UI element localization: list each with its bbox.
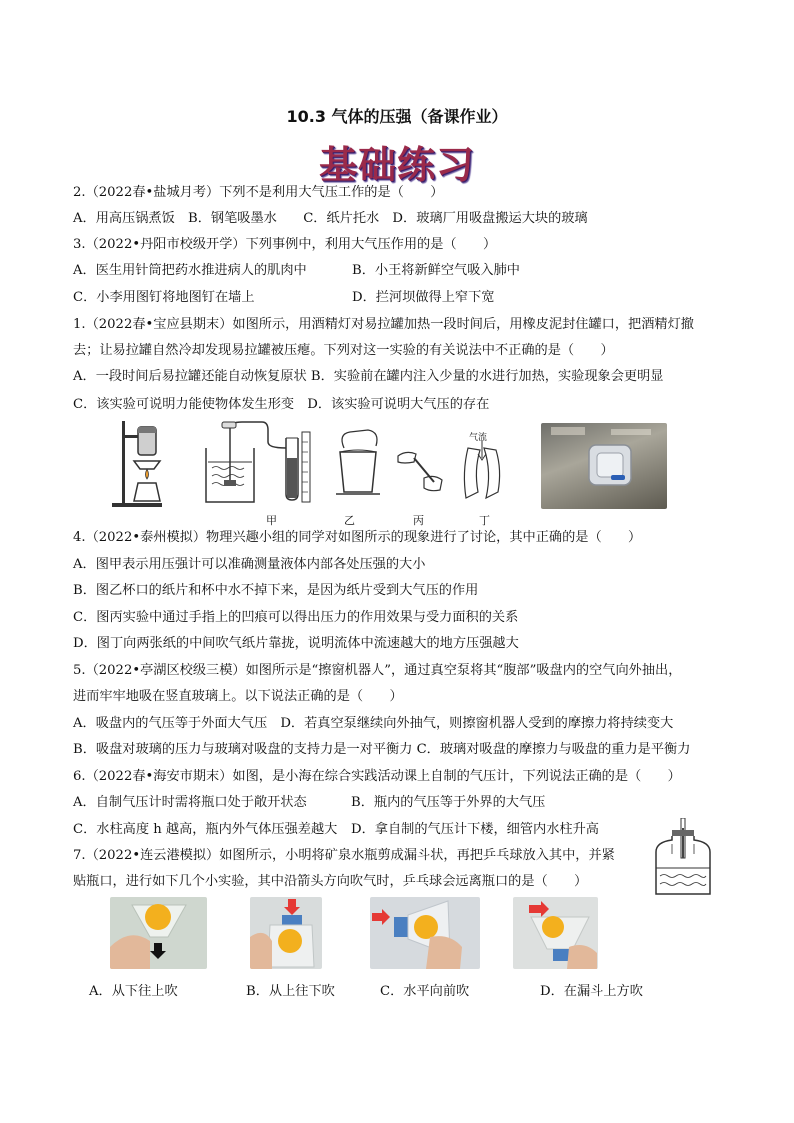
q4-option-c: C．图丙实验中通过手指上的凹痕可以得出压力的作用效果与受力面积的关系 [73,610,519,625]
q1-stem-line1: 1.（2022春•宝应县期末）如图所示，用酒精灯对易拉罐加热一段时间后，用橡皮泥封住罐口，把酒精灯撤 [73,317,694,332]
q2-stem: 2.（2022春•盐城月考）下列不是利用大气压工作的是（ ） [73,185,444,200]
pencil-fingers-figure [394,448,444,494]
figure-label-yi: 乙 [344,514,355,527]
pressure-gauge-figure [202,418,314,506]
cup-paper-figure [328,428,388,500]
page-title: 10.3 气体的压强（备课作业） [286,107,508,126]
q7-image-c [370,897,480,969]
section-banner: 基础练习 [318,143,475,187]
q7-option-a: A．从下往上吹 [89,984,178,999]
q7-photo-c [370,897,480,969]
q7-option-d: D．在漏斗上方吹 [540,984,643,999]
q3-option-a: A．医生用针筒把药水推进病人的肌肉中 [73,263,307,278]
q1-stem-line2: 去；让易拉罐自然冷却发现易拉罐被压瘪。下列对这一实验的有关说法中不正确的是（ ） [73,343,614,358]
q3-option-c: C．小李用图钉将地图钉在墙上 [73,290,255,305]
q7-photo-a [110,897,207,969]
figure-label-jia: 甲 [266,514,277,527]
q7-photo-d [513,897,598,969]
q5-options-bc: B．吸盘对玻璃的压力与玻璃对吸盘的支持力是一对平衡力 C．玻璃对吸盘的摩擦力与吸盘的重力是平衡力 [73,742,691,757]
q6-option-d: D．拿自制的气压计下楼，细管内水柱升高 [351,822,599,837]
q7-photo-b [250,897,322,969]
figure-label-bing: 丙 [413,514,424,527]
q6-stem: 6.（2022春•海安市期末）如图，是小海在综合实践活动课上自制的气压计，下列说法正确的是（ ） [73,769,681,784]
figure-label-ding: 丁 [479,514,490,527]
q5-stem-line2: 进而牢牢地吸在竖直玻璃上。以下说法正确的是（ ） [73,689,403,704]
q6-option-c: C．水柱高度 h 越高，瓶内外气体压强差越大 [73,822,338,837]
q7-image-a [110,897,207,969]
figure-label-airflow: 气流 [469,433,488,443]
q4-stem: 4.（2022•泰州模拟）物理兴趣小组的同学对如图所示的现象进行了讨论，其中正确的是（ ） [73,530,642,545]
q2-options: A．用高压锅煮饭 B．钢笔吸墨水 C．纸片托水 D．玻璃厂用吸盘搬运大块的玻璃 [73,211,588,226]
window-robot-image [541,423,667,509]
homemade-barometer-figure [652,818,714,898]
q6-option-b: B．瓶内的气压等于外界的大气压 [351,795,546,810]
q4-option-a: A．图甲表示用压强计可以准确测量液体内部各处压强的大小 [73,557,426,572]
q4-option-d: D．图丁向两张纸的中间吹气纸片靠拢，说明流体中流速越大的地方压强越大 [73,636,519,651]
q7-option-c: C．水平向前吹 [380,984,470,999]
q6-option-a: A．自制气压计时需将瓶口处于敞开状态 [73,795,307,810]
q7-option-b: B．从上往下吹 [246,984,335,999]
q3-option-b: B．小王将新鲜空气吸入肺中 [352,263,520,278]
q4-option-b: B．图乙杯口的纸片和杯中水不掉下来，是因为纸片受到大气压的作用 [73,583,479,598]
q7-stem-line2: 贴瓶口，进行如下几个小实验，其中沿箭头方向吹气时，乒乓球会远离瓶口的是（ ） [73,874,588,889]
q3-stem: 3.（2022•丹阳市校级开学）下列事例中，利用大气压作用的是（ ） [73,237,497,252]
window-robot-photo [541,423,667,509]
q5-stem-line1: 5.（2022•亭湖区校级三模）如图所示是“擦窗机器人”，通过真空泵将其“腹部”吸盘内的空气向外抽出， [73,663,682,678]
q1-options-cd: C．该实验可说明力能使物体发生形变 D．该实验可说明大气压的存在 [73,397,490,412]
q5-options-ad: A．吸盘内的气压等于外面大气压 D．若真空泵继续向外抽气，则擦窗机器人受到的摩擦力将持续变大 [73,716,674,731]
q7-stem-line1: 7.（2022•连云港模拟）如图所示，小明将矿泉水瓶剪成漏斗状，再把乒乓球放入其中，并紧 [73,848,615,863]
q3-option-d: D．拦河坝做得上窄下宽 [352,290,495,305]
q7-image-b [250,897,322,969]
q7-image-d [513,897,598,969]
alcohol-lamp-can-figure [108,417,168,509]
q1-options-ab: A．一段时间后易拉罐还能自动恢复原状 B．实验前在罐内注入少量的水进行加热，实验现象会更明显 [73,369,664,384]
